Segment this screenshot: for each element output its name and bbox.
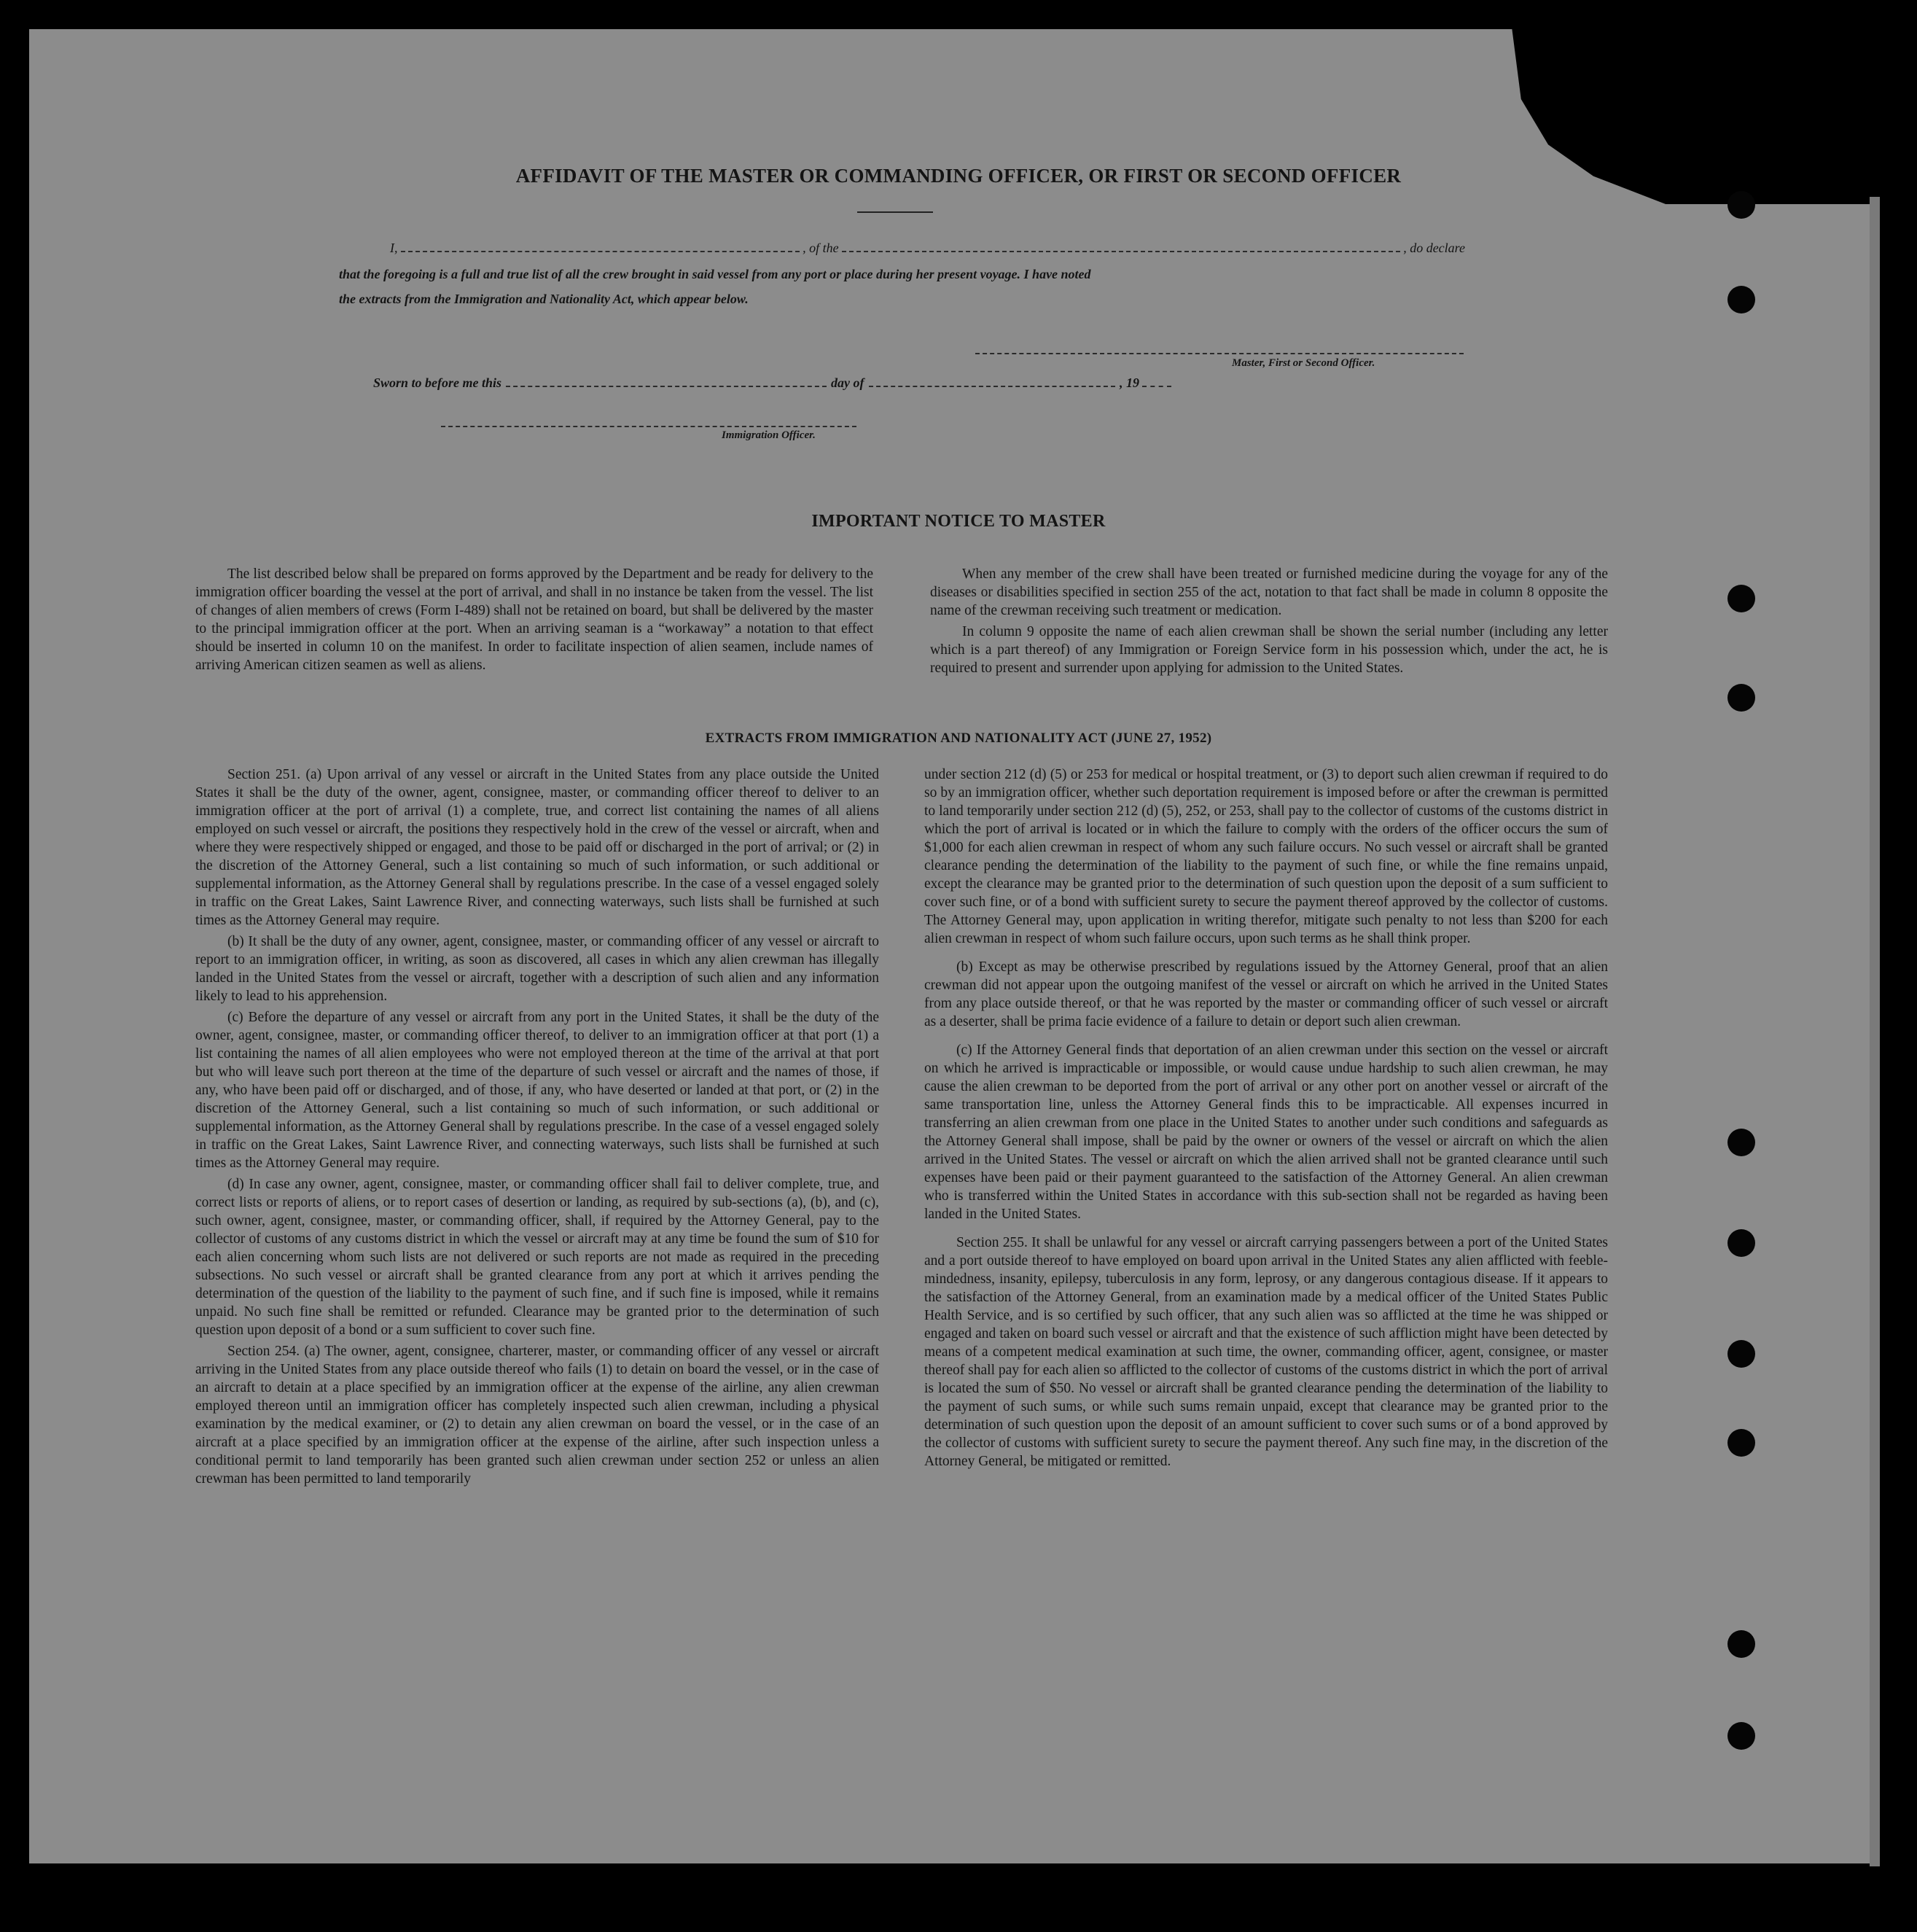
section-251-d: (d) In case any owner, agent, consignee, master, or commanding officer shall fail to deliver complete, true, and correct lists or reports of aliens, or to report cases of desertion or landing, as required by sub-sections (a), (b), and (c), such owner, agent, consignee, master, or commanding officer, shall, if required by the Attorney General, pay to the collector of customs of any customs district in which the vessel or aircraft may at any time be found the sum of $10 for each alien concerning whom such lists are not delivered or such reports are not made as required in the preceding subsections. No such vessel or aircraft shall be granted clearance from any port at which it arrives pending the determination of the question of the liability to the payment of such fine, and if such fine is imposed, while it remains unpaid. No such fine shall be remitted or refunded. Clearance may be granted prior to the determination of such question upon deposit of a bond or a sum sufficient to cover such fine. [195,1177,879,1338]
punch-hole [1727,1429,1755,1457]
master-signature-line[interactable] [975,353,1464,354]
declaration-text-2: the extracts from the Immigration and Nationality Act, which appear below. [339,292,749,306]
of-the-label: , of the [803,241,839,255]
punch-hole [1727,585,1755,612]
name-field[interactable] [401,250,800,252]
extracts-right-column [924,766,1608,1473]
notice-right-paragraph-1: When any member of the crew shall have been treated or furnished medicine during the voyage for any of the diseases or disabilities specified in section 255 of the act, notation to that fact shall be made in column 8 opposite the name of the crewman receiving such treatment or medication. [930,566,1608,618]
punch-hole [1727,286,1755,313]
sworn-month-field[interactable] [869,385,1115,387]
punch-hole [1727,684,1755,712]
punch-hole [1727,191,1755,219]
i-label: I, [390,241,398,255]
master-label: Master, First or Second Officer. [1232,357,1375,369]
notice-title: IMPORTANT NOTICE TO MASTER [811,512,1106,531]
punch-hole [1727,1229,1755,1257]
vessel-field[interactable] [842,250,1401,252]
sworn-line [373,375,1171,391]
sworn-day-field[interactable] [506,385,827,387]
section-255: Section 255. It shall be unlawful for any vessel or aircraft carrying passengers between a port of the United States and a port outside thereof to have employed on board upon arrival in the United States any alien afflicted with feeble-mindedness, insanity, epilepsy, tuberculosis in any form, leprosy, or any dangerous contagious disease. If it appears to the satisfaction of the Attorney General, from an examination made by a medical officer of the United States Public Health Service, and is so certified by such officer, that any such alien was so afflicted at the time he was shipped or engaged and taken on board such vessel or aircraft and that the existence of such affliction might have been detected by means of a competent medical examination at such time, the owner, commanding officer, agent, consignee, or master thereof shall pay for each alien so afflicted to the collector of customs of the customs district in which the port of arrival is located the sum of $50. No vessel or aircraft shall be granted clearance pending the determination of the liability to the payment of such sums, or while such sums remain unpaid, except that clearance may be granted prior to the determination of such question upon the deposit of an amount sufficient to cover such sums or of a bond approved by the collector of customs with sufficient surety to secure the payment thereof. Any such fine may, in the discretion of the Attorney General, be mitigated or remitted. [924,1235,1608,1469]
declaration-text-1: that the foregoing is a full and true list of all the crew brought in said vessel from any port or place during her present voyage. I have noted [339,267,1091,281]
extracts-title: EXTRACTS FROM IMMIGRATION AND NATIONALITY ACT (JUNE 27, 1952) [705,731,1212,746]
notice-right-paragraph-2: In column 9 opposite the name of each alien crewman shall be shown the serial number (including any letter which is a part thereof) of any Immigration or Foreign Service form in his possession which, under the act, he is required to present and surrender upon applying for admission to the United States. [930,624,1608,676]
immigration-officer-signature-line[interactable] [441,426,856,427]
notice-left-column [195,565,873,677]
extracts-left-column [195,766,879,1491]
section-251-a: Section 251. (a) Upon arrival of any vessel or aircraft in the United States from any place outside the United States it shall be the duty of the owner, agent, consignee, master, or commanding officer thereof to deliver to an immigration officer at the port of arrival (1) a complete, true, and correct list containing the names of all aliens employed on such vessel or aircraft, the positions they respectively hold in the crew of the vessel or aircraft, when and where they were respectively shipped or engaged, and those to be paid off or discharged in the port of arrival; or (2) in the discretion of the Attorney General, such a list containing so much of such information, or such additional or supplemental information, as the Attorney General shall by regulations prescribe. In the case of a vessel engaged solely in traffic on the Great Lakes, Saint Lawrence River, and connecting waterways, such lists shall be furnished at such times as the Attorney General may require. [195,767,879,928]
notice-left-paragraph: The list described below shall be prepared on forms approved by the Department and be ready for delivery to the immigration officer boarding the vessel at the port of arrival, and shall in no instance be taken from the vessel. The list of changes of alien members of crews (Form I-489) shall not be retained on board, but shall be delivered by the master to the principal immigration officer at the port. When an arriving seaman is a “workaway” a notation to that effect should be inserted in column 10 on the manifest. In order to facilitate inspection of alien seamen, include names of arriving American citizen seamen as well as aliens. [195,566,873,673]
day-of-label: day of [831,375,864,390]
do-declare-label: , do declare [1403,241,1465,255]
title-rule [857,211,933,213]
sworn-year-field[interactable] [1142,385,1171,387]
page-edge-strip [1870,197,1880,1866]
section-254-a: Section 254. (a) The owner, agent, consignee, charterer, master, or commanding officer of any vessel or aircraft arriving in the United States from any place outside thereof who fails (1) to detain on board the vessel, or in the case of an aircraft to detain at a place specified by an immigration officer at the expense of the airline, any alien crewman employed thereon until an immigration officer has completely inspected such alien crewman, including a physical examination by the medical examiner, or (2) to detain any alien crewman on board the vessel, or in the case of an aircraft at a place specified by an immigration officer at the expense of the airline, after such inspection unless a conditional permit to land temporarily has been granted such alien crewman under section 252 or unless an alien crewman has been permitted to land temporarily [195,1344,879,1487]
punch-hole [1727,1340,1755,1368]
punch-hole [1727,1630,1755,1658]
section-254-a-continued: under section 212 (d) (5) or 253 for medical or hospital treatment, or (3) to deport such alien crewman if required to do so by an immigration officer, whether such deportation requirement is imposed before or after the crewman is permitted to land temporarily under section 212 (d) (5), 252, or 253, shall pay to the collector of customs of the customs district in which the port of arrival is located or in which the failure to comply with the orders of the officer occurs the sum of $1,000 for each alien crewman in respect of whom any such failure occurs. No such vessel or aircraft shall be granted clearance pending the determination of the liability to the payment of such fine, or while the fine remains unpaid, except the clearance may be granted prior to the determination of such question upon the deposit of a sum sufficient to cover such fine, or of a bond with sufficient surety to secure the payment thereof approved by the collector of customs. The Attorney General may, upon application in writing therefor, mitigate such penalty to not less than $200 for each alien crewman in respect of whom such failure occurs, upon such terms as he shall think proper. [924,767,1608,946]
section-254-b: (b) Except as may be otherwise prescribed by regulations issued by the Attorney General, proof that an alien crewman did not appear upon the outgoing manifest of the vessel or aircraft on which he arrived in the United States from any place outside thereof, or that he was reported by the master or commanding officer of such vessel or aircraft as a deserter, shall be prima facie evidence of a failure to detain or deport such alien crewman. [924,959,1608,1029]
declaration-line [390,241,1465,256]
section-251-b: (b) It shall be the duty of any owner, agent, consignee, master, or commanding officer of any vessel or aircraft to report to an immigration officer, in writing, as soon as discovered, all cases in which any alien crewman has illegally landed in the United States from the vessel or aircraft, together with a description of such alien and any information likely to lead to his apprehension. [195,934,879,1004]
immigration-officer-label: Immigration Officer. [722,429,816,441]
section-254-c: (c) If the Attorney General finds that deportation of an alien crewman under this section on the vessel or aircraft on which he arrived is impracticable or impossible, or would cause undue hardship to such alien crewman, he may cause the alien crewman to be deported from the port of arrival or any other port on another vessel or aircraft of the same transportation line, unless the Attorney General finds this to be impracticable. All expenses incurred in transferring an alien crewman from one place in the United States to another under such conditions and safeguards as the Attorney General shall impose, shall be paid by the owner or owners of the vessel or aircraft on which the alien arrived in the United States. The vessel or aircraft on which the alien arrived shall not be granted clearance until such expenses have been paid or their payment guaranteed to the satisfaction of the Attorney General. An alien crewman who is transferred within the United States in accordance with this sub-section shall not be regarded as having been landed in the United States. [924,1043,1608,1222]
affidavit-title: AFFIDAVIT OF THE MASTER OR COMMANDING OFFICER, OR FIRST OR SECOND OFFICER [515,165,1402,187]
year-label: , 19 [1120,375,1139,390]
punch-hole [1727,1129,1755,1156]
sworn-label: Sworn to before me this [373,375,502,390]
punch-hole [1727,1722,1755,1750]
section-251-c: (c) Before the departure of any vessel or aircraft from any port in the United States, it shall be the duty of the owner, agent, consignee, master, or commanding officer thereof, to deliver to an immigration officer at that port (1) a list containing the names of all alien employees who were not employed thereon at the time of the arrival at that port but who will leave such port thereon at the time of the departure of such vessel or aircraft and the names of those, if any, who have been paid off or discharged, and of those, if any, who have deserted or landed at that port, or (2) in the discretion of the Attorney General, such a list containing so much of such information, or such additional or supplemental information, as the Attorney General shall by regulations prescribe. In the case of a vessel engaged solely in traffic on the Great Lakes, Saint Lawrence River, and connecting waterways, such lists shall be furnished at such times as the Attorney General may require. [195,1010,879,1171]
notice-right-column [930,565,1608,680]
